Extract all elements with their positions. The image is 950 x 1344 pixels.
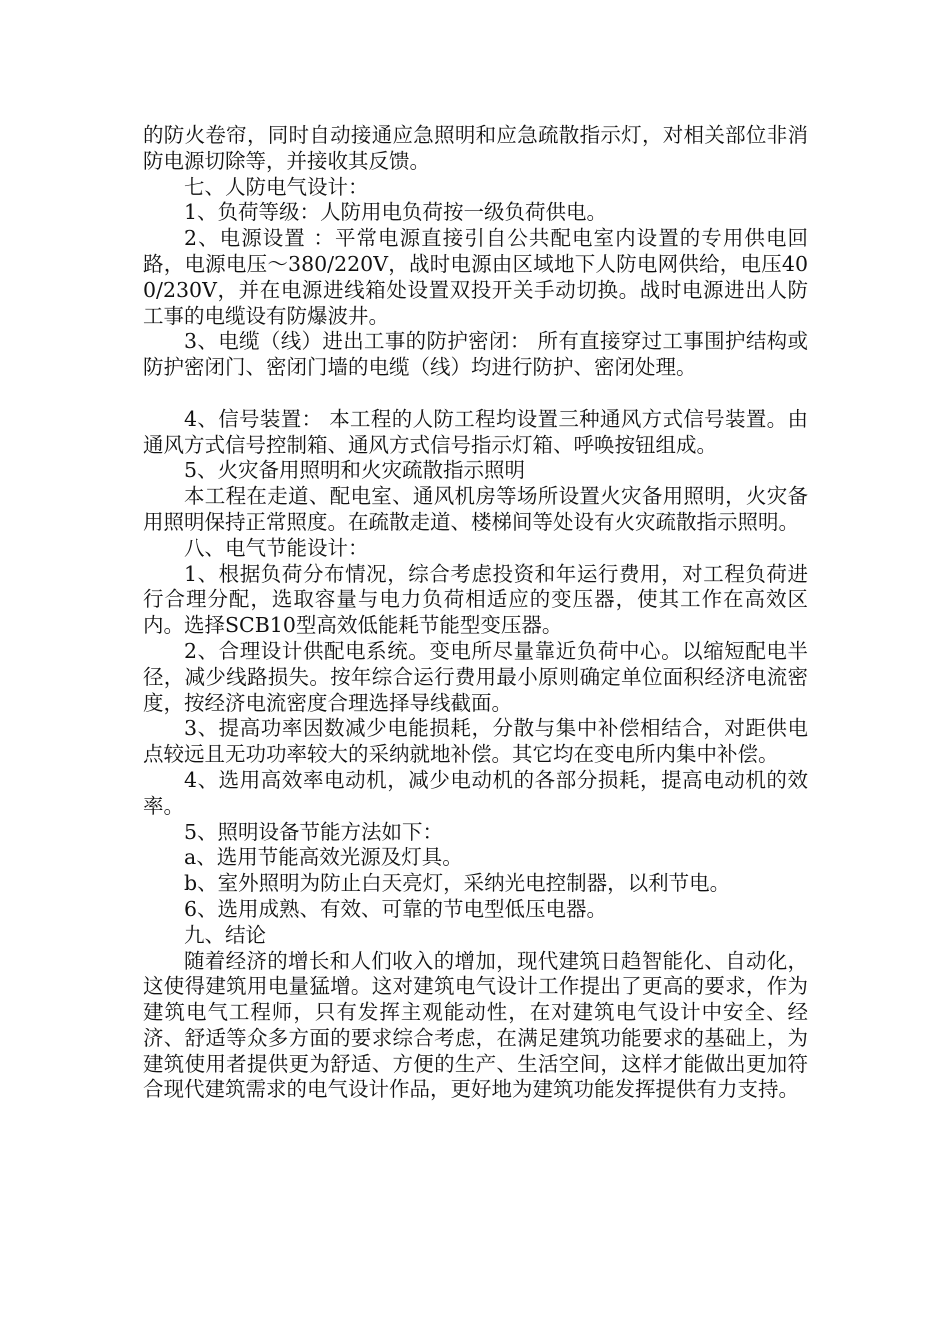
paragraph-lighting-methods: 5、照明设备节能方法如下：	[184, 819, 444, 844]
paragraph-transformer-selection: 1、根据负荷分布情况，综合考虑投资和年运行费用，对工程负荷进行合理分配，选取容量与电力负荷相适应的变压器，使其工作在高效区内。选择SCB10型高效低能耗节能型变压器。	[143, 561, 808, 638]
heading-conclusion: 九、结论	[184, 922, 266, 947]
paragraph-power-factor: 3、提高功率因数减少电能损耗，分散与集中补偿相结合，对距供电点较远且无功功率较大的采纳就地补偿。其它均在变电所内集中补偿。	[143, 716, 808, 767]
paragraph-efficient-motors: 4、选用高效率电动机，减少电动机的各部分损耗，提高电动机的效率。	[143, 767, 808, 818]
paragraph-lighting-method-b: b、室外照明为防止白天亮灯，采纳光电控制器，以利节电。	[184, 871, 731, 896]
paragraph-signal-device: 4、信号装置： 本工程的人防工程均设置三种通风方式信号装置。由通风方式信号控制箱、通风方式信号指示灯箱、呼唤按钮组成。	[143, 406, 808, 457]
paragraph-power-supply-setup: 2、电源设置 ：平常电源直接引自公共配电室内设置的专用供电回路，电源电压～380/220V，战时电源由区域地下人防电网供给，电压400/230V，并在电源进线箱处设置双投开关手动切换。战时电源进出人防工事的电缆设有防爆波井。	[143, 226, 808, 328]
heading-energy-saving-design: 八、电气节能设计：	[184, 535, 369, 560]
paragraph-emergency-lighting-detail: 本工程在走道、配电室、通风机房等场所设置火灾备用照明，火灾备用照明保持正常照度。在疏散走道、楼梯间等处设有火灾疏散指示照明。	[143, 484, 808, 534]
paragraph-emergency-lighting-heading: 5、火灾备用照明和火灾疏散指示照明	[184, 458, 526, 483]
paragraph-cable-protection-sealing: 3、电缆（线）进出工事的防护密闭： 所有直接穿过工事围护结构或防护密闭门、密闭门墙的电缆（线）均进行防护、密闭处理。	[143, 329, 808, 380]
paragraph-distribution-system: 2、合理设计供配电系统。变电所尽量靠近负荷中心。以缩短配电半径，减少线路损失。按年综合运行费用最小原则确定单位面积经济电流密度，按经济电流密度合理选择导线截面。	[143, 638, 808, 715]
paragraph-load-level: 1、负荷等级：人防用电负荷按一级负荷供电。	[184, 200, 608, 225]
document-body	[143, 123, 808, 1103]
paragraph-conclusion: 随着经济的增长和人们收入的增加，现代建筑日趋智能化、自动化，这使得建筑用电量猛增。这对建筑电气设计工作提出了更高的要求，作为建筑电气工程师，只有发挥主观能动性，在对建筑电气设计中安全、经济、舒适等众多方面的要求综合考虑，在满足建筑功能要求的基础上，为建筑使用者提供更为舒适、方便的生产、生活空间，这样才能做出更加符合现代建筑需求的电气设计作品，更好地为建筑功能发挥提供有力支持。	[143, 948, 808, 1102]
paragraph-low-voltage-apparatus: 6、选用成熟、有效、可靠的节电型低压电器。	[184, 896, 608, 921]
paragraph-fire-shutter-continuation: 的防火卷帘，同时自动接通应急照明和应急疏散指示灯，对相关部位非消防电源切除等，并接收其反馈。	[143, 123, 808, 173]
heading-civil-defense-electrical-design: 七、人防电气设计：	[184, 174, 369, 199]
paragraph-lighting-method-a: a、选用节能高效光源及灯具。	[184, 845, 463, 870]
